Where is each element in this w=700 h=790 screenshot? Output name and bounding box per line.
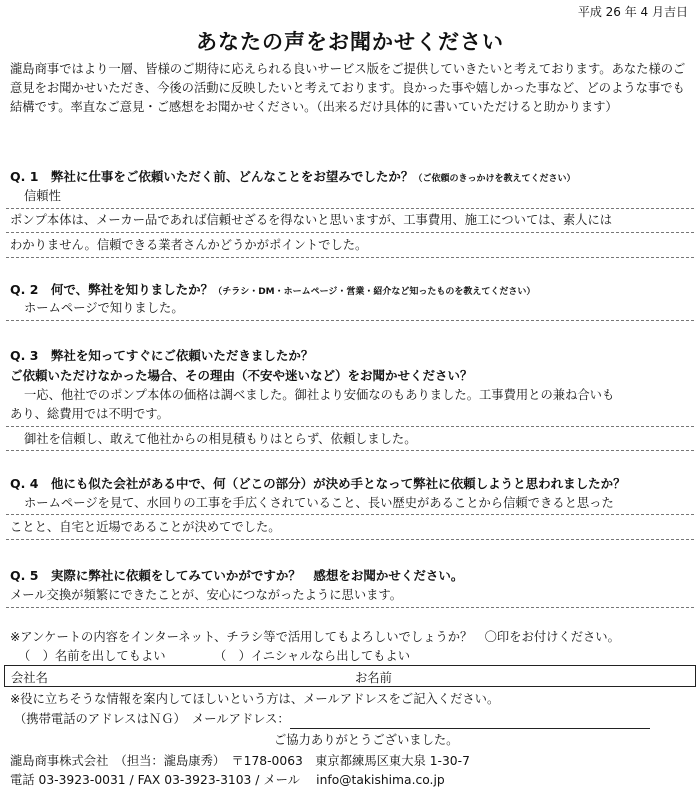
intro-text: 瀧島商事ではより一層、皆様のご期待に応えられる良いサービス版をご提供していきたいと考えております。あなた様のご意見をお聞かせいただき、今後の活動に反映したいと考えております。良かった事や嬉しかった事など、どのような事でも結構です。率直なご意見・ご感想をお聞かせください。（出来るだけ具体的に書いていただけると助かります）: [10, 62, 686, 114]
question-3-line-2: ご依頼いただけなかった場合、その理由（不安や迷いなど）をお聞かせください？: [10, 368, 473, 383]
question-4: Q. 4 他にも似た会社がある中で、何（どこの部分）が決め手となって弊社に依頼しようと思われましたか？: [10, 476, 626, 491]
email-row: [14, 710, 650, 729]
answer-3-line-1: 一応、他社でのポンプ本体の価格は調べました。御社より安価なのもありました。工事費用との兼ね合いも: [24, 388, 615, 402]
answer-5-line-1: メール交換が頻繁にできたことが、安心につながったように思います。: [10, 588, 403, 602]
person-name-label: お名前: [355, 671, 392, 685]
consent-option-name[interactable]: （ ）名前を出してもよい: [18, 649, 166, 663]
question-5: Q. 5 実際に弊社に依頼をしてみていかがですか？ 感想をお聞かせください。: [10, 568, 464, 583]
answer-line: [6, 539, 694, 540]
answer-3-line-3: 御社を信頼し、敢えて他社からの相見積もりはとらず、依頼しました。: [24, 432, 417, 446]
email-field[interactable]: [290, 714, 650, 729]
email-label: （携帯電話のアドレスはＮＧ） メールアドレス：: [14, 712, 290, 726]
consent-question: ※アンケートの内容をインターネット、チラシ等で活用してもよろしいでしょうか？ 〇印をお付けください。: [10, 630, 620, 644]
company-name-label: 会社名: [11, 671, 48, 685]
answer-1-line-1: 信頼性: [24, 189, 61, 203]
answer-3-line-2: あり、総費用では不明です。: [10, 407, 169, 421]
question-2-note: （チラシ・DM・ホームページ・営業・紹介など知ったものを教えてください）: [213, 287, 536, 297]
answer-line: [6, 208, 694, 209]
info-request-text: ※役に立ちそうな情報を案内してほしいという方は、メールアドレスをご記入ください。: [10, 692, 500, 706]
answer-4-line-2: ことと、自宅と近場であることが決めてでした。: [10, 520, 281, 534]
question-2-text: Q. 2 何で、弊社を知りましたか？: [10, 282, 214, 297]
question-1-text: Q. 1 弊社に仕事をご依頼いただく前、どんなことをお望みでしたか？: [10, 169, 414, 184]
consent-option-initials[interactable]: （ ）イニシャルなら出してもよい: [214, 649, 411, 663]
answer-2-line-1: ホームページで知りました。: [24, 301, 184, 315]
page-title: あなたの声をお聞かせください: [196, 30, 504, 54]
answer-line: [6, 607, 694, 608]
answer-1-line-2: ポンプ本体は、メーカー品であれば信頼せざるを得ないと思いますが、工事費用、施工については、素人には: [10, 213, 613, 227]
answer-line: [6, 514, 694, 515]
question-1-note: （ご依頼のきっかけを教えてください）: [413, 174, 576, 184]
question-3-line-1: Q. 3 弊社を知ってすぐにご依頼いただきましたか？: [10, 348, 314, 363]
question-2: [10, 280, 535, 298]
issue-date: 平成 26 年 4 月吉日: [577, 5, 688, 19]
contact-form-box: [4, 665, 696, 687]
thanks-text: ご協力ありがとうございました。: [274, 733, 459, 747]
answer-line: [6, 426, 694, 427]
company-address: 瀧島商事株式会社 （担当：瀧島康秀） 〒178-0063 東京都練馬区東大泉 1-30-7: [10, 754, 470, 768]
company-contact: 電話 03-3923-0031 / FAX 03-3923-3103 / メール info@takishima.co.jp: [10, 773, 445, 787]
question-1: [10, 167, 575, 185]
answer-1-line-3: わかりません。信頼できる業者さんかどうかがポイントでした。: [10, 238, 368, 252]
answer-line: [6, 450, 694, 451]
answer-line: [6, 232, 694, 233]
answer-line: [6, 257, 694, 258]
answer-4-line-1: ホームページを見て、水回りの工事を手広くされていること、長い歴史があることから信頼できると思った: [24, 496, 614, 510]
answer-line: [6, 320, 694, 321]
